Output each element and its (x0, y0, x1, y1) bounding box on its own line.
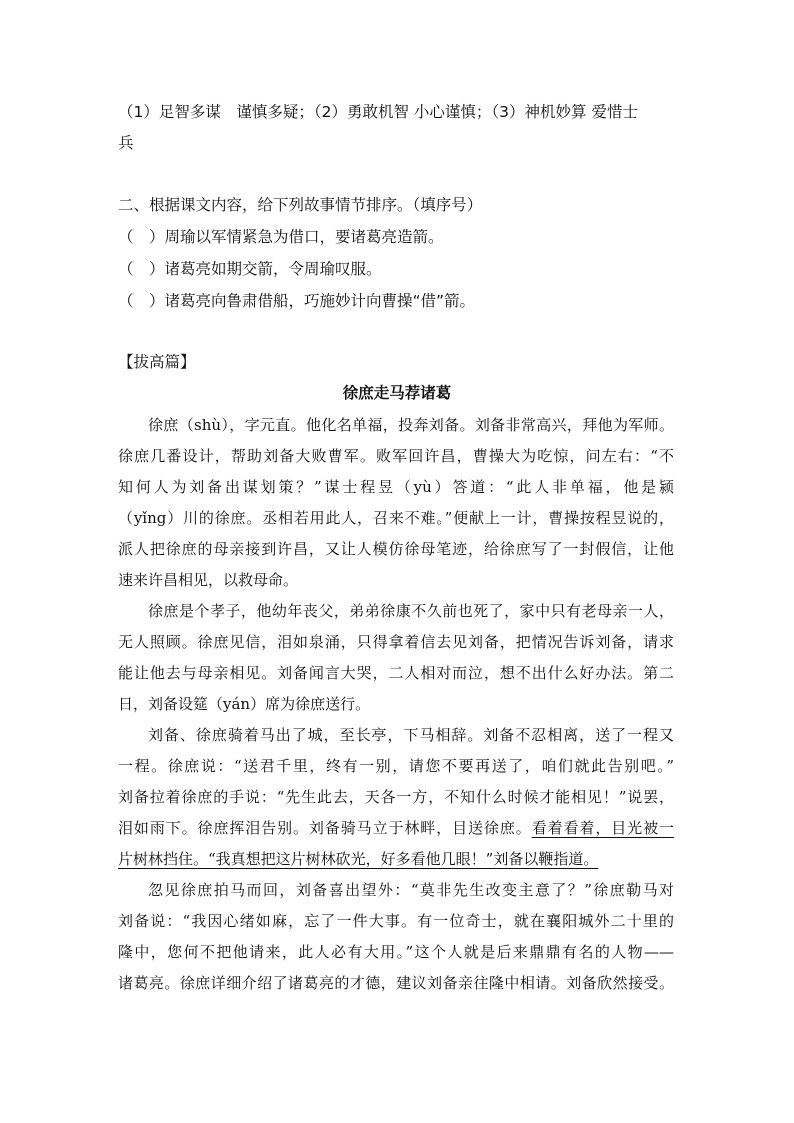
exercise-item: （ ）诸葛亮向鲁肃借船，巧施妙计向曹操“借”箭。 (118, 292, 476, 310)
passage-line: 知何人为刘备出谋划策？”谋士程昱（yù）答道：“此人非单福，他是颍 (118, 478, 674, 496)
underlined-sentence: 看着看着，目光被一 (531, 819, 674, 837)
passage-body (118, 410, 674, 999)
passage-line: 隆中，您何不把他请来，此人必有大用。”这个人就是后来鼎鼎有名的人物—— (118, 943, 674, 961)
passage-line: 刘备说：“我因心绪如麻，忘了一件大事。有一位奇士，就在襄阳城外二十里的 (118, 912, 674, 930)
passage-line: （yǐng）川的徐庶。丞相若用此人，召来不难。”便献上一计，曹操按程昱说的， (118, 509, 674, 527)
section-label: 【拔高篇】 (118, 353, 196, 371)
passage-title: 徐庶走马荐诸葛 (342, 384, 452, 402)
passage-line: 速来许昌相见，以救母命。 (118, 571, 299, 589)
underlined-sentence: 片树林挡住。“我真想把这片树林砍光，好多看他几眼！”刘备以鞭指道。 (118, 850, 599, 868)
passage-line: 日，刘备设筵（yán）席为徐庶送行。 (118, 695, 371, 713)
passage-line: 能让他去与母亲相见。刘备闻言大哭，二人相对而泣，想不出什么好办法。第二 (118, 664, 674, 682)
exercise-heading: 二、根据课文内容，给下列故事情节排序。（填序号） (118, 196, 483, 214)
passage-text: 泪如雨下。徐庶挥泪告别。刘备骑马立于林畔，目送徐庶。 (118, 819, 532, 837)
answer-line-2: 兵 (118, 134, 134, 152)
exercise-item: （ ）周瑜以军情紧急为借口，要诸葛亮造箭。 (118, 228, 444, 246)
answer-line-1: （1）足智多谋 谨慎多疑；（2）勇敢机智 小心谨慎；（3）神机妙算 爱惜士 (118, 103, 638, 121)
passage-line: 刘备拉着徐庶的手说：“先生此去，天各一方，不知什么时候才能相见！”说罢， (118, 788, 674, 806)
passage-line: 诸葛亮。徐庶详细介绍了诸葛亮的才德，建议刘备亲往隆中相请。刘备欣然接受。 (118, 974, 674, 992)
passage-line: 徐庶几番设计，帮助刘备大败曹军。败军回许昌，曹操大为吃惊，问左右：“不 (118, 447, 674, 465)
passage-line (118, 844, 674, 875)
passage-line: 徐庶是个孝子，他幼年丧父，弟弟徐康不久前也死了，家中只有老母亲一人， (148, 602, 674, 620)
exercise-item: （ ）诸葛亮如期交箭，令周瑜叹服。 (118, 260, 382, 278)
passage-line: 一程。徐庶说：“送君千里，终有一别，请您不要再送了，咱们就此告别吧。” (118, 757, 674, 775)
passage-line: 无人照顾。徐庶见信，泪如泉涌，只得拿着信去见刘备，把情况告诉刘备，请求 (118, 633, 674, 651)
passage-line: 忽见徐庶拍马而回，刘备喜出望外：“莫非先生改变主意了？”徐庶勒马对 (148, 881, 674, 899)
passage-line: 刘备、徐庶骑着马出了城，至长亭，下马相辞。刘备不忍相离，送了一程又 (148, 726, 674, 744)
passage-line: 徐庶（shù），字元直。他化名单福，投奔刘备。刘备非常高兴，拜他为军师。 (148, 416, 674, 434)
passage-line: 派人把徐庶的母亲接到许昌，又让人模仿徐母笔迹，给徐庶写了一封假信，让他 (118, 540, 674, 558)
passage-line (118, 813, 674, 844)
